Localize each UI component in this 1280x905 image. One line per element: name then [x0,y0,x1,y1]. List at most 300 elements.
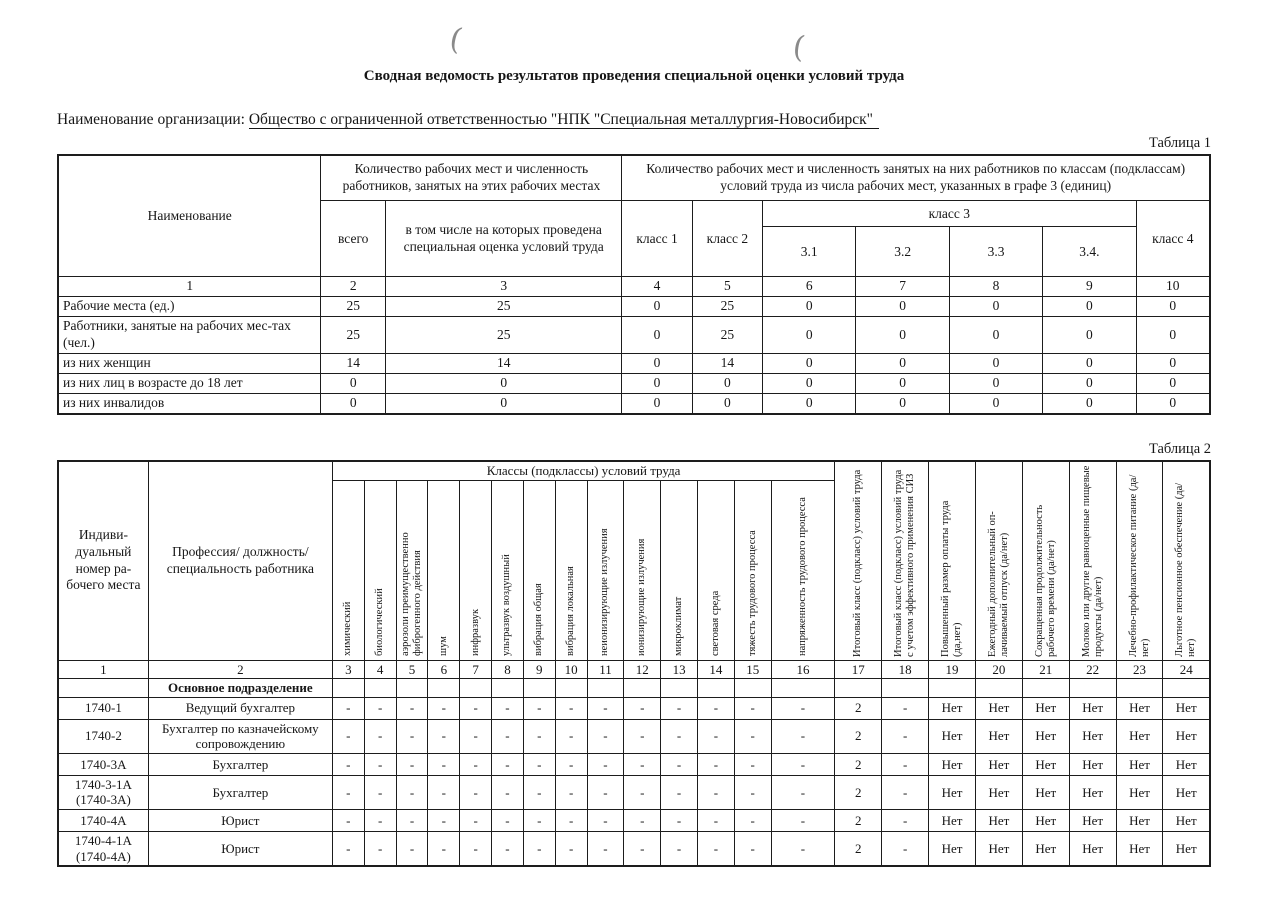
column-number: 2 [321,277,386,297]
profession: Бухгалтер по казначейскому сопровождению [148,719,332,753]
factor-column-header [697,481,734,661]
cell-value: 0 [949,393,1042,413]
benefit-value: Нет [975,719,1022,753]
column-number: 8 [949,277,1042,297]
factor-class-value: - [697,697,734,719]
column-number: 24 [1163,660,1210,679]
table2-workplaces [57,460,1211,868]
cell-value: 0 [385,373,621,393]
row-label: Рабочие места (ед.) [58,297,321,317]
cell-value: 0 [763,393,856,413]
factor-class-value: - [661,697,698,719]
factor-class-value: - [587,697,624,719]
factor-class-value: - [587,753,624,775]
factor-class-value: - [661,832,698,867]
factor-column-label: микроклимат [673,596,685,657]
factor-class-value: - [332,719,364,753]
factor-class-value: - [587,832,624,867]
cell-value: 0 [949,373,1042,393]
result-column-label: Лечебно-профилактическое питание (да/нет) [1127,474,1151,657]
organization-line [57,111,1211,129]
factor-class-value: - [428,775,460,809]
column-number: 5 [692,277,762,297]
final-class-siz-value: - [882,832,929,867]
factor-column-header [332,481,364,661]
table2-header-row1 [58,461,1210,481]
factor-class-value: - [697,719,734,753]
cell-value: 0 [1043,317,1136,354]
benefit-value: Нет [1069,697,1116,719]
column-number: 12 [624,660,661,679]
factor-class-value: - [587,719,624,753]
factor-class-value: - [396,810,428,832]
cell-value: 0 [321,373,386,393]
table1-class4-header: класс 4 [1136,201,1210,277]
column-number: 10 [1136,277,1210,297]
result-column-label: Льготное пенсионное обеспечение (да/нет) [1174,482,1198,657]
cell-value: 0 [1136,393,1210,413]
cell-value: 0 [1136,373,1210,393]
cell-value: 0 [692,393,762,413]
benefit-value: Нет [1022,775,1069,809]
final-class-value: 2 [835,810,882,832]
factor-class-value: - [332,810,364,832]
section-empty-cell [428,679,460,698]
factor-class-value: - [364,753,396,775]
cell-value: 0 [1043,297,1136,317]
factor-class-value: - [771,719,835,753]
column-number: 21 [1022,660,1069,679]
final-class-siz-value: - [882,753,929,775]
benefit-value: Нет [1116,832,1163,867]
column-number: 2 [148,660,332,679]
result-column-label: Итоговый класс (подкласс) условий труда [852,469,864,657]
table1-header-row1 [58,155,1210,201]
scan-artifact-right: ( [790,29,808,66]
factor-class-value: - [771,775,835,809]
factor-class-value: - [396,697,428,719]
factor-class-value: - [396,775,428,809]
benefit-value: Нет [1022,719,1069,753]
cell-value: 0 [763,297,856,317]
table1-row [58,317,1210,354]
organization-label: Наименование организации: [57,111,245,128]
final-class-value: 2 [835,832,882,867]
factor-class-value: - [364,810,396,832]
cell-value: 0 [1136,353,1210,373]
column-number: 8 [492,660,524,679]
column-number: 18 [882,660,929,679]
column-number: 19 [929,660,976,679]
benefit-value: Нет [975,832,1022,867]
column-number: 9 [1043,277,1136,297]
factor-column-label: напряженность трудового процесса [796,497,808,657]
workplace-id: 1740-1 [58,697,148,719]
factor-column-label: ультразвук воздушный [501,554,513,657]
factor-class-value: - [734,775,771,809]
factor-class-value: - [734,753,771,775]
factor-class-value: - [624,753,661,775]
factor-column-header [460,481,492,661]
result-column-header [929,461,976,661]
cell-value: 0 [856,317,949,354]
cell-value: 0 [1136,297,1210,317]
cell-value: 25 [692,297,762,317]
cell-value: 0 [856,373,949,393]
factor-class-value: - [460,719,492,753]
table2-classes-group-header: Классы (подклассы) условий труда [332,461,834,481]
factor-class-value: - [492,832,524,867]
factor-class-value: - [332,775,364,809]
table1-row [58,297,1210,317]
final-class-siz-value: - [882,775,929,809]
benefit-value: Нет [929,697,976,719]
organization-name: Общество с ограниченной ответственностью "НПК "Специальная металлургия-Новосибирск" [249,111,879,129]
table2-row [58,810,1210,832]
table1-class1-header: класс 1 [622,201,692,277]
cell-value: 0 [385,393,621,413]
factor-class-value: - [771,832,835,867]
factor-class-value: - [697,753,734,775]
cell-value: 0 [949,353,1042,373]
column-number: 22 [1069,660,1116,679]
factor-class-value: - [734,719,771,753]
column-number: 3 [385,277,621,297]
column-number: 4 [622,277,692,297]
profession: Юрист [148,832,332,867]
column-number: 4 [364,660,396,679]
table2-section-cell: Основное подразделение [148,679,332,698]
factor-class-value: - [492,810,524,832]
factor-class-value: - [697,775,734,809]
benefit-value: Нет [1022,753,1069,775]
final-class-value: 2 [835,775,882,809]
factor-class-value: - [661,775,698,809]
factor-class-value: - [460,775,492,809]
factor-class-value: - [492,775,524,809]
factor-column-header [523,481,555,661]
factor-class-value: - [771,753,835,775]
column-number: 17 [835,660,882,679]
cell-value: 0 [1043,353,1136,373]
table1-row [58,373,1210,393]
cell-value: 0 [622,353,692,373]
column-number: 15 [734,660,771,679]
benefit-value: Нет [929,810,976,832]
factor-class-value: - [555,697,587,719]
cell-value: 0 [856,297,949,317]
benefit-value: Нет [929,832,976,867]
benefit-value: Нет [975,775,1022,809]
factor-column-header [587,481,624,661]
table1-row [58,353,1210,373]
factor-class-value: - [428,832,460,867]
profession: Бухгалтер [148,753,332,775]
factor-column-header [396,481,428,661]
table1-class2-header: класс 2 [692,201,762,277]
table1-name-header: Наименование [58,155,321,277]
factor-class-value: - [428,719,460,753]
result-column-header [1163,461,1210,661]
benefit-value: Нет [1163,832,1210,867]
section-empty-cell [835,679,882,698]
workplace-id: 1740-4-1А (1740-4А) [58,832,148,867]
factor-class-value: - [587,810,624,832]
factor-class-value: - [492,697,524,719]
benefit-value: Нет [1163,810,1210,832]
factor-class-value: - [332,832,364,867]
column-number: 7 [856,277,949,297]
row-label: из них лиц в возрасте до 18 лет [58,373,321,393]
section-empty-cell [771,679,835,698]
table1-class33-header: 3.3 [949,227,1042,277]
scan-artifact-left: ( [446,21,466,58]
factor-column-label: аэрозоли преимущественно фиброгенного действия [400,532,423,657]
table2-row [58,753,1210,775]
column-number: 7 [460,660,492,679]
cell-value: 25 [321,297,386,317]
cell-value: 0 [622,297,692,317]
result-column-header [1069,461,1116,661]
result-column-header [1116,461,1163,661]
section-empty-cell [460,679,492,698]
cell-value: 0 [622,393,692,413]
result-column-header [1022,461,1069,661]
row-label: Работники, занятые на рабочих мес-тах (чел.) [58,317,321,354]
factor-class-value: - [523,697,555,719]
section-empty-cell [492,679,524,698]
table1-total-header: всего [321,201,386,277]
factor-column-label: вибрация локальная [565,566,577,657]
table1-class34-header: 3.4. [1043,227,1136,277]
cell-value: 25 [321,317,386,354]
factor-class-value: - [555,753,587,775]
column-number: 5 [396,660,428,679]
factor-class-value: - [396,753,428,775]
factor-class-value: - [428,810,460,832]
benefit-value: Нет [929,775,976,809]
table1-class32-header: 3.2 [856,227,949,277]
factor-class-value: - [332,697,364,719]
factor-class-value: - [661,810,698,832]
cell-value: 14 [692,353,762,373]
factor-class-value: - [492,753,524,775]
cell-value: 0 [949,317,1042,354]
final-class-value: 2 [835,719,882,753]
table1-class31-header: 3.1 [763,227,856,277]
factor-class-value: - [734,832,771,867]
factor-class-value: - [396,719,428,753]
table1-group1-header: Количество рабочих мест и численность работников, занятых на этих рабочих местах [321,155,622,201]
factor-class-value: - [624,832,661,867]
factor-class-value: - [332,753,364,775]
section-empty-cell [624,679,661,698]
result-column-header [835,461,882,661]
section-empty-cell [975,679,1022,698]
benefit-value: Нет [1069,810,1116,832]
workplace-id: 1740-4А [58,810,148,832]
column-number: 10 [555,660,587,679]
factor-column-header [428,481,460,661]
table1-numbering-row [58,277,1210,297]
benefit-value: Нет [1069,832,1116,867]
factor-class-value: - [771,697,835,719]
cell-value: 0 [763,317,856,354]
benefit-value: Нет [1022,697,1069,719]
cell-value: 0 [1043,373,1136,393]
section-empty-cell [697,679,734,698]
column-number: 6 [428,660,460,679]
factor-column-header [555,481,587,661]
factor-class-value: - [364,719,396,753]
row-label: из них инвалидов [58,393,321,413]
benefit-value: Нет [1069,775,1116,809]
factor-class-value: - [624,775,661,809]
benefit-value: Нет [1163,697,1210,719]
column-number: 1 [58,660,148,679]
column-number: 16 [771,660,835,679]
factor-class-value: - [555,810,587,832]
column-number: 3 [332,660,364,679]
column-number: 1 [58,277,321,297]
table2-workplace-id-header: Индивидуальный номер рабочего места [58,461,148,661]
section-empty-cell [555,679,587,698]
factor-class-value: - [555,775,587,809]
workplace-id: 1740-3А [58,753,148,775]
document-title: Сводная ведомость результатов проведения специальной оценки условий труда [363,68,905,84]
factor-class-value: - [697,810,734,832]
benefit-value: Нет [1022,832,1069,867]
factor-column-label: тяжесть трудового процесса [746,530,758,657]
cell-value: 0 [1136,317,1210,354]
column-number: 11 [587,660,624,679]
factor-class-value: - [555,719,587,753]
factor-column-header [771,481,835,661]
cell-value: 25 [692,317,762,354]
factor-class-value: - [661,719,698,753]
final-class-siz-value: - [882,810,929,832]
section-empty-cell [1069,679,1116,698]
table2-row [58,697,1210,719]
factor-column-label: световая среда [709,590,721,657]
factor-class-value: - [460,832,492,867]
cell-value: 0 [321,393,386,413]
factor-class-value: - [555,832,587,867]
factor-column-header [734,481,771,661]
section-empty-cell [661,679,698,698]
table1-assessed-header: в том числе на которых проведена специальная оценка условий труда [385,201,621,277]
table2-caption: Таблица 2 [1148,440,1211,457]
section-empty-cell [332,679,364,698]
table2-numbering-row [58,660,1210,679]
factor-column-header [624,481,661,661]
cell-value: 0 [622,373,692,393]
profession: Ведущий бухгалтер [148,697,332,719]
table2-row [58,719,1210,753]
benefit-value: Нет [929,753,976,775]
cell-value: 0 [763,353,856,373]
factor-column-label: вибрация общая [533,583,545,657]
cell-value: 0 [949,297,1042,317]
factor-column-label: биологический [374,588,386,657]
benefit-value: Нет [1116,810,1163,832]
benefit-value: Нет [1116,775,1163,809]
factor-class-value: - [523,810,555,832]
section-empty-cell [58,679,148,698]
factor-class-value: - [661,753,698,775]
cell-value: 14 [321,353,386,373]
benefit-value: Нет [1069,719,1116,753]
column-number: 9 [523,660,555,679]
section-empty-cell [396,679,428,698]
section-empty-cell [587,679,624,698]
result-column-label: Молоко или другие равноценные пищевые продукты (да/нет) [1080,465,1104,657]
cell-value: 0 [856,353,949,373]
table1-class3-header: класс 3 [763,201,1137,227]
cell-value: 0 [1043,393,1136,413]
workplace-id: 1740-2 [58,719,148,753]
table2-section-row [58,679,1210,698]
factor-class-value: - [396,832,428,867]
factor-column-label: инфразвук [469,609,481,657]
benefit-value: Нет [1163,753,1210,775]
column-number: 6 [763,277,856,297]
factor-class-value: - [460,810,492,832]
table1-group2-header: Количество рабочих мест и численность занятых на них работников по классам (подклассам) условий труда из числа рабочих мест, указанных в графе 3 (единиц) [622,155,1210,201]
cell-value: 25 [385,297,621,317]
factor-class-value: - [428,753,460,775]
factor-class-value: - [624,697,661,719]
section-empty-cell [1022,679,1069,698]
benefit-value: Нет [975,810,1022,832]
cell-value: 0 [763,373,856,393]
factor-column-header [492,481,524,661]
benefit-value: Нет [1069,753,1116,775]
table1-summary-counts [57,154,1211,415]
factor-class-value: - [734,810,771,832]
result-column-label: Сокращенная продолжительность рабочего времени (да/нет) [1033,504,1057,657]
benefit-value: Нет [1022,810,1069,832]
section-empty-cell [523,679,555,698]
profession: Юрист [148,810,332,832]
row-label: из них женщин [58,353,321,373]
factor-column-header [661,481,698,661]
table1-caption: Таблица 1 [1148,135,1211,151]
result-column-label: Итоговый класс (подкласс) условий труда с учетом эффективного применения СИЗ [893,469,917,657]
table2-row [58,832,1210,867]
result-column-header [975,461,1022,661]
column-number: 20 [975,660,1022,679]
factor-class-value: - [734,697,771,719]
section-empty-cell [882,679,929,698]
column-number: 23 [1116,660,1163,679]
factor-class-value: - [428,697,460,719]
section-empty-cell [364,679,396,698]
factor-class-value: - [523,832,555,867]
result-column-label: Ежегодный дополнительный оплачиваемый отпуск (да/нет) [986,510,1010,657]
factor-class-value: - [364,775,396,809]
factor-class-value: - [697,832,734,867]
column-number: 13 [661,660,698,679]
table2-row [58,775,1210,809]
factor-column-label: химический [342,601,354,657]
column-number: 14 [697,660,734,679]
benefit-value: Нет [975,753,1022,775]
factor-column-label: ионизирующие излучения [636,538,648,657]
factor-class-value: - [624,810,661,832]
benefit-value: Нет [1116,719,1163,753]
table2-profession-header: Профессия/ должность/ специальность работника [148,461,332,661]
